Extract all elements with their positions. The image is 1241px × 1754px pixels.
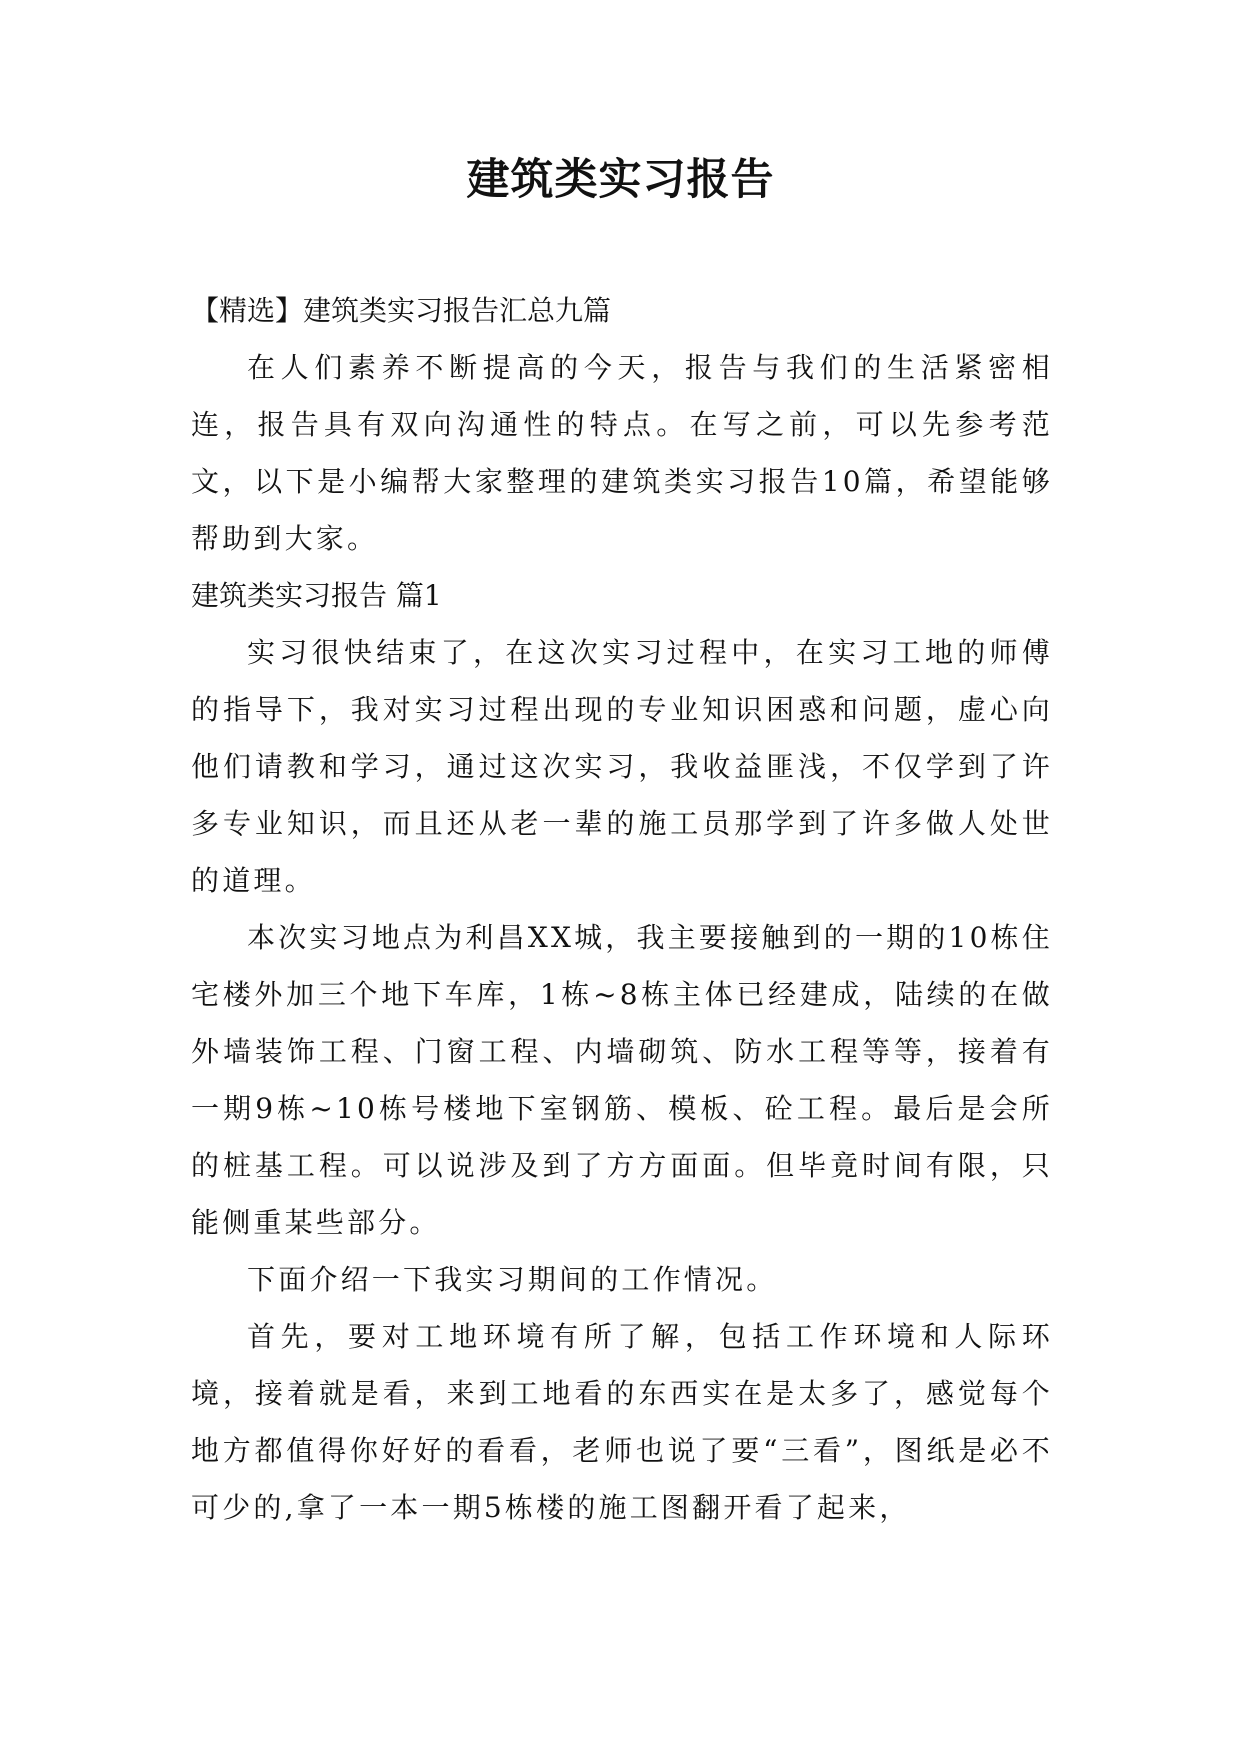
body-paragraph: 实习很快结束了，在这次实习过程中，在实习工地的师傅的指导下，我对实习过程出现的专业知识困惑和问题，虚心向他们请教和学习，通过这次实习，我收益匪浅，不仅学到了许多专业知识，而且还从老一辈的施工员那学到了许多做人处世的道理。 bbox=[191, 636, 1053, 897]
body-paragraph: 首先，要对工地环境有所了解，包括工作环境和人际环境，接着就是看，来到工地看的东西实在是太多了，感觉每个地方都值得你好好的看看，老师也说了要“三看”，图纸是必不可少的,拿了一本一期5栋楼的施工图翻开看了起来， bbox=[191, 1320, 1053, 1524]
intro-paragraph: 在人们素养不断提高的今天，报告与我们的生活紧密相连，报告具有双向沟通性的特点。在写之前，可以先参考范文，以下是小编帮大家整理的建筑类实习报告10篇，希望能够帮助到大家。 bbox=[191, 351, 1053, 555]
body-paragraph: 下面介绍一下我实习期间的工作情况。 bbox=[247, 1263, 778, 1296]
document-subtitle: 【精选】建筑类实习报告汇总九篇 bbox=[191, 294, 612, 327]
body-paragraph: 本次实习地点为利昌XX城，我主要接触到的一期的10栋住宅楼外加三个地下车库，1栋~8栋主体已经建成，陆续的在做外墙装饰工程、门窗工程、内墙砌筑、防水工程等等，接着有一期9栋~10栋号楼地下室钢筋、模板、砼工程。最后是会所的桩基工程。可以说涉及到了方方面面。但毕竟时间有限，只能侧重某些部分。 bbox=[191, 921, 1053, 1239]
document-body bbox=[191, 282, 1053, 1536]
document-title: 建筑类实习报告 bbox=[466, 155, 775, 205]
section-heading: 建筑类实习报告 篇1 bbox=[191, 579, 442, 612]
